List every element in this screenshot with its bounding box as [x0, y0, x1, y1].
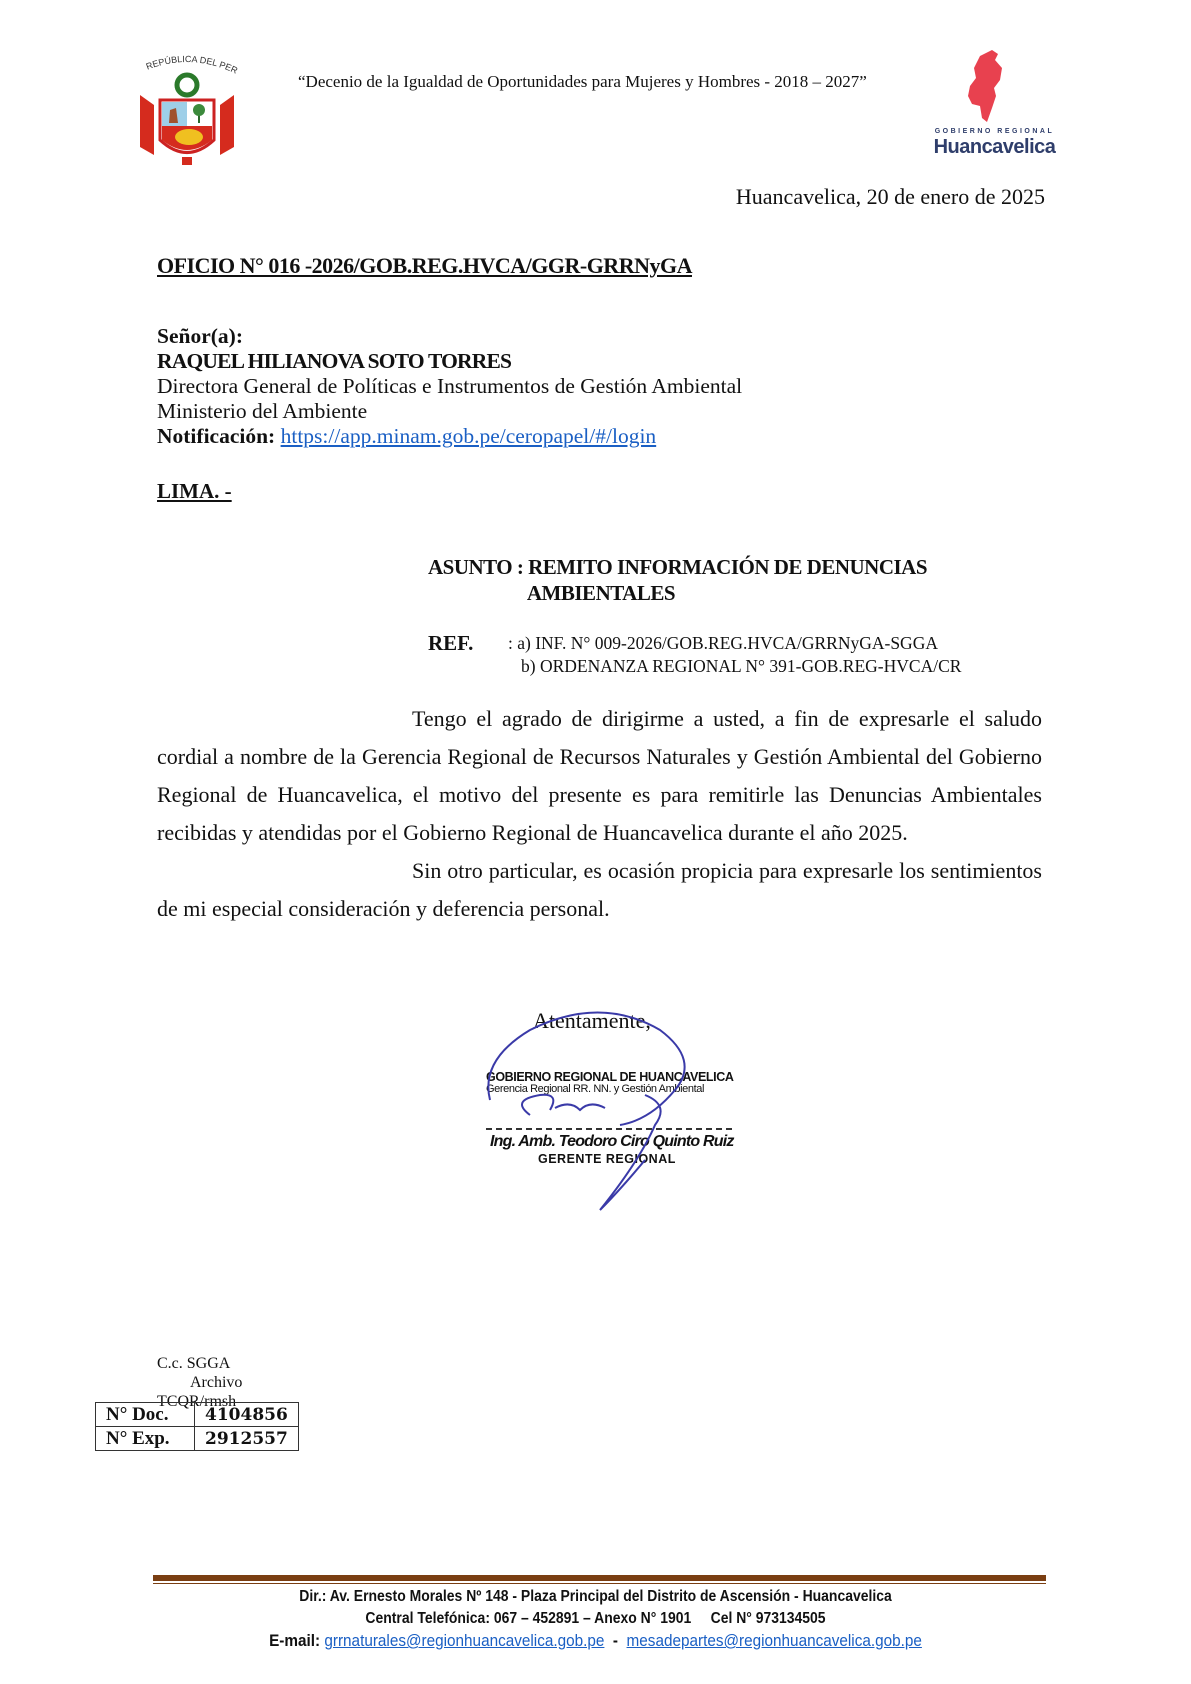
reference-label: REF.	[428, 631, 474, 655]
footer-email	[60, 1631, 1132, 1651]
cc-line-1: C.c. SGGA	[157, 1355, 231, 1372]
email-link-2[interactable]: mesadepartes@regionhuancavelica.gob.pe	[626, 1631, 922, 1650]
table-row	[96, 1403, 299, 1427]
notification-link[interactable]: https://app.minam.gob.pe/ceropapel/#/login	[280, 424, 657, 448]
reference-block	[428, 632, 961, 678]
exp-label: N° Exp.	[96, 1427, 195, 1451]
signatory-role: GERENTE REGIONAL	[538, 1152, 676, 1166]
reference-a: : a) INF. N° 009-2026/GOB.REG.HVCA/GRRNyGA-SGGA	[508, 633, 938, 653]
email-link-1[interactable]: grrnaturales@regionhuancavelica.gob.pe	[324, 1631, 605, 1650]
stamp-line-1: GOBIERNO REGIONAL DE HUANCAVELICA	[486, 1070, 734, 1084]
gobierno-regional-huancavelica-logo	[932, 48, 1057, 158]
handwritten-signature	[470, 1000, 770, 1220]
subject-block	[428, 554, 927, 606]
footer-divider	[153, 1575, 1046, 1581]
notification-label: Notificación:	[157, 424, 276, 448]
doc-label: N° Doc.	[96, 1403, 195, 1427]
footer-phone: Central Telefónica: 067 – 452891 – Anexo N° 1901 Cel N° 973134505	[365, 1610, 826, 1627]
subject-line-1: : REMITO INFORMACIÓN DE DENUNCIAS	[516, 555, 928, 579]
signatory-name: Ing. Amb. Teodoro Ciro Quinto Ruiz	[490, 1133, 734, 1150]
recipient-city: LIMA. -	[157, 479, 232, 503]
closing: Atentamente,	[533, 1008, 651, 1033]
cc-line-3: TCQR/rmsh	[157, 1393, 237, 1410]
subject-label: ASUNTO	[428, 555, 513, 579]
logo-name-text: Huancavelica	[933, 136, 1056, 158]
recipient-position: Directora General de Políticas e Instrumentos de Gestión Ambiental	[157, 374, 743, 398]
salutation: Señor(a):	[157, 324, 243, 348]
footer-divider-thin	[153, 1583, 1046, 1584]
peru-coat-of-arms-logo	[132, 55, 242, 170]
subject-line-2: AMBIENTALES	[526, 581, 676, 605]
body-paragraph-2: Sin otro particular, es ocasión propicia para expresarle los sentimientos de mi especial consideración y deferencia personal.	[157, 858, 1042, 921]
table-row	[96, 1427, 299, 1451]
logo-top-text: GOBIERNO REGIONAL	[934, 128, 1055, 135]
document-number-table	[95, 1402, 299, 1451]
exp-value: 2912557	[195, 1427, 299, 1451]
recipient-name: RAQUEL HILIANOVA SOTO TORRES	[157, 349, 512, 373]
email-separator: -	[612, 1631, 619, 1650]
oficio-number: OFICIO N° 016 -2026/GOB.REG.HVCA/GGR-GRRNyGA	[157, 253, 692, 278]
signature-block	[470, 1000, 770, 1220]
recipient-institution: Ministerio del Ambiente	[157, 399, 368, 423]
svg-text:REPÚBLICA DEL PERÚ: REPÚBLICA DEL PER	[144, 55, 240, 76]
header-motto: “Decenio de la Igualdad de Oportunidades para Mujeres y Hombres - 2018 – 2027”	[298, 72, 867, 91]
doc-value: 4104856	[195, 1403, 299, 1427]
letter-date: Huancavelica, 20 de enero de 2025	[735, 184, 1045, 209]
stamp-line-2: Gerencia Regional RR. NN. y Gestión Ambiental	[486, 1083, 704, 1095]
body-paragraph-1: Tengo el agrado de dirigirme a usted, a fin de expresarle el saludo cordial a nombre de la Gerencia Regional de Recursos Naturales y Gestión Ambiental del Gobierno Regional de Huancavelica, el motivo del presente es para remitirle las Denuncias Ambientales recibidas y atendidas por el Gobierno Regional de Huancavelica durante el año 2025.	[157, 706, 1042, 845]
letter-body	[157, 700, 1042, 928]
email-label: E-mail:	[269, 1631, 321, 1650]
cc-line-2: Archivo	[190, 1374, 243, 1391]
reference-b: b) ORDENANZA REGIONAL N° 391-GOB.REG-HVCA/CR	[521, 656, 962, 676]
footer-address: Dir.: Av. Ernesto Morales Nº 148 - Plaza Principal del Distrito de Ascensión - Huancavelica	[299, 1588, 892, 1605]
recipient-block	[157, 324, 742, 449]
